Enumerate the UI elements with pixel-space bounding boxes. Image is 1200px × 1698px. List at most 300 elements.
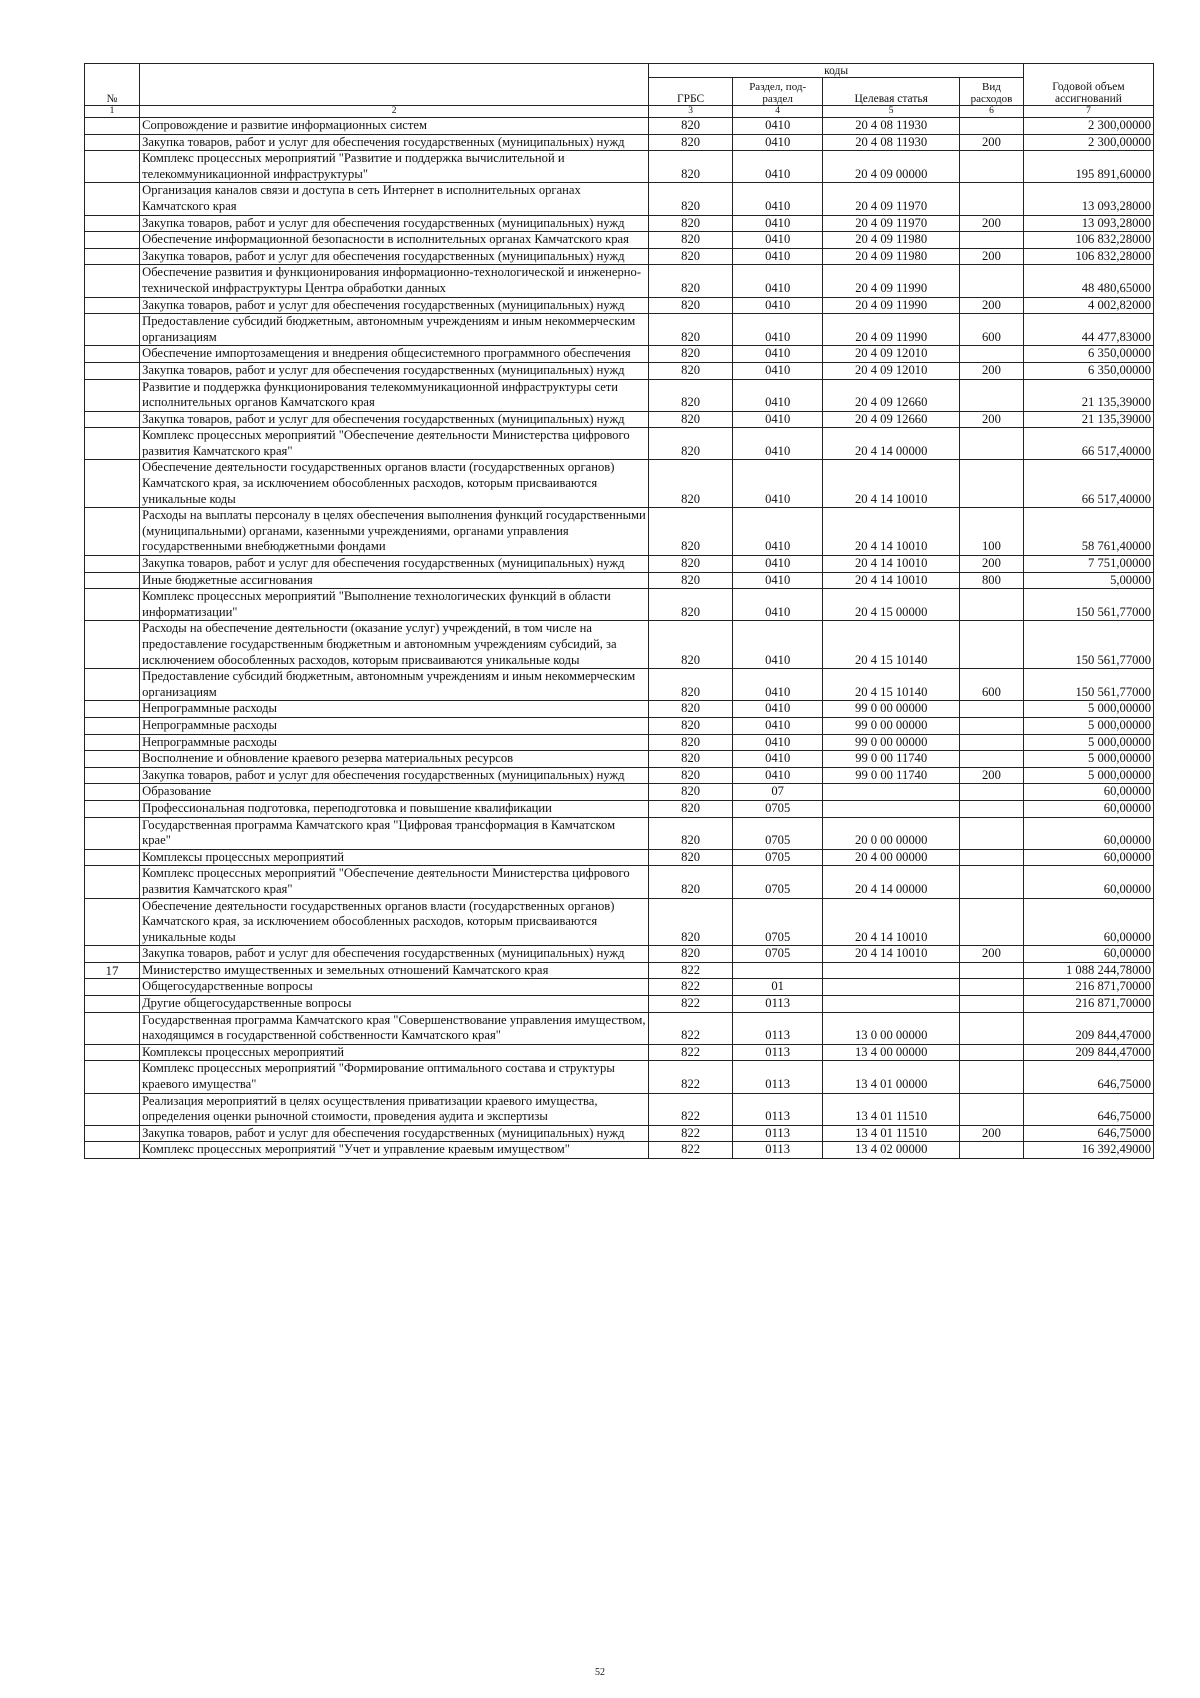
row-kind: 200 bbox=[959, 248, 1023, 265]
row-grbs: 820 bbox=[649, 118, 733, 135]
row-name: Обеспечение развития и функционирования информационно-технологической и инженерно-технической инфраструктуры Центра обработки данных bbox=[140, 265, 649, 297]
row-target: 20 4 14 00000 bbox=[823, 866, 960, 898]
row-number bbox=[85, 314, 140, 346]
row-name: Предоставление субсидий бюджетным, автономным учреждениям и иным некоммерческим организациям bbox=[140, 669, 649, 701]
row-target: 20 4 09 00000 bbox=[823, 151, 960, 183]
row-section: 0705 bbox=[732, 849, 822, 866]
table-row bbox=[85, 817, 1154, 849]
row-name: Сопровождение и развитие информационных систем bbox=[140, 118, 649, 135]
row-target: 13 4 01 11510 bbox=[823, 1125, 960, 1142]
row-grbs: 820 bbox=[649, 784, 733, 801]
row-name: Комплексы процессных мероприятий bbox=[140, 849, 649, 866]
row-amount: 13 093,28000 bbox=[1023, 183, 1153, 215]
row-name: Закупка товаров, работ и услуг для обеспечения государственных (муниципальных) нужд bbox=[140, 248, 649, 265]
row-kind bbox=[959, 979, 1023, 996]
row-target: 13 0 00 00000 bbox=[823, 1012, 960, 1044]
row-kind: 100 bbox=[959, 508, 1023, 556]
row-grbs: 820 bbox=[649, 751, 733, 768]
row-section: 0410 bbox=[732, 134, 822, 151]
row-target: 13 4 02 00000 bbox=[823, 1142, 960, 1159]
row-grbs: 820 bbox=[649, 946, 733, 963]
row-name: Обеспечение импортозамещения и внедрения общесистемного программного обеспечения bbox=[140, 346, 649, 363]
row-target: 20 4 09 12010 bbox=[823, 362, 960, 379]
row-grbs: 820 bbox=[649, 346, 733, 363]
row-grbs: 822 bbox=[649, 962, 733, 979]
row-number bbox=[85, 621, 140, 669]
table-row bbox=[85, 621, 1154, 669]
row-name: Непрограммные расходы bbox=[140, 717, 649, 734]
row-amount: 5 000,00000 bbox=[1023, 701, 1153, 718]
row-grbs: 820 bbox=[649, 701, 733, 718]
row-section: 0113 bbox=[732, 1142, 822, 1159]
row-name: Комплекс процессных мероприятий "Обеспечение деятельности Министерства цифрового развития Камчатского края" bbox=[140, 866, 649, 898]
table-row bbox=[85, 556, 1154, 573]
row-grbs: 820 bbox=[649, 817, 733, 849]
row-grbs: 820 bbox=[649, 621, 733, 669]
row-section: 0410 bbox=[732, 589, 822, 621]
row-section: 0410 bbox=[732, 215, 822, 232]
row-target: 13 4 01 00000 bbox=[823, 1061, 960, 1093]
table-row bbox=[85, 1012, 1154, 1044]
row-kind: 200 bbox=[959, 362, 1023, 379]
row-number bbox=[85, 751, 140, 768]
row-target: 20 4 09 11970 bbox=[823, 215, 960, 232]
row-number bbox=[85, 800, 140, 817]
row-section: 0705 bbox=[732, 800, 822, 817]
row-name: Профессиональная подготовка, переподготовка и повышение квалификации bbox=[140, 800, 649, 817]
header-section: Раздел, под-раздел bbox=[732, 78, 822, 106]
table-row bbox=[85, 946, 1154, 963]
row-number bbox=[85, 248, 140, 265]
row-section: 0113 bbox=[732, 1061, 822, 1093]
row-target: 20 4 09 12010 bbox=[823, 346, 960, 363]
table-row bbox=[85, 1125, 1154, 1142]
row-name: Закупка товаров, работ и услуг для обеспечения государственных (муниципальных) нужд bbox=[140, 1125, 649, 1142]
row-kind bbox=[959, 996, 1023, 1013]
row-target: 20 4 08 11930 bbox=[823, 134, 960, 151]
row-grbs: 820 bbox=[649, 362, 733, 379]
row-grbs: 822 bbox=[649, 1142, 733, 1159]
row-name: Иные бюджетные ассигнования bbox=[140, 572, 649, 589]
column-number: 5 bbox=[823, 106, 960, 118]
row-amount: 60,00000 bbox=[1023, 866, 1153, 898]
row-section: 0410 bbox=[732, 151, 822, 183]
row-amount: 6 350,00000 bbox=[1023, 362, 1153, 379]
row-kind bbox=[959, 589, 1023, 621]
row-grbs: 820 bbox=[649, 589, 733, 621]
row-grbs: 820 bbox=[649, 898, 733, 946]
column-number: 7 bbox=[1023, 106, 1153, 118]
row-section: 0410 bbox=[732, 118, 822, 135]
row-section: 0410 bbox=[732, 314, 822, 346]
table-row bbox=[85, 508, 1154, 556]
table-row bbox=[85, 701, 1154, 718]
row-number bbox=[85, 411, 140, 428]
row-number bbox=[85, 669, 140, 701]
row-kind bbox=[959, 118, 1023, 135]
row-section: 0410 bbox=[732, 265, 822, 297]
table-row bbox=[85, 849, 1154, 866]
row-number bbox=[85, 572, 140, 589]
row-target bbox=[823, 996, 960, 1013]
row-amount: 2 300,00000 bbox=[1023, 118, 1153, 135]
row-number bbox=[85, 183, 140, 215]
row-kind bbox=[959, 751, 1023, 768]
table-row bbox=[85, 232, 1154, 249]
column-number: 3 bbox=[649, 106, 733, 118]
row-section: 0410 bbox=[732, 346, 822, 363]
row-section: 0410 bbox=[732, 669, 822, 701]
row-name: Комплекс процессных мероприятий "Формирование оптимального состава и структуры краевого имущества" bbox=[140, 1061, 649, 1093]
row-grbs: 820 bbox=[649, 866, 733, 898]
table-row bbox=[85, 362, 1154, 379]
row-kind: 200 bbox=[959, 297, 1023, 314]
row-amount: 209 844,47000 bbox=[1023, 1044, 1153, 1061]
header-target: Целевая статья bbox=[823, 78, 960, 106]
row-number bbox=[85, 232, 140, 249]
column-numbers-row bbox=[85, 106, 1154, 118]
row-section: 0410 bbox=[732, 379, 822, 411]
header-num: № bbox=[85, 64, 140, 106]
row-section: 0410 bbox=[732, 572, 822, 589]
row-number bbox=[85, 556, 140, 573]
table-row bbox=[85, 134, 1154, 151]
row-grbs: 820 bbox=[649, 428, 733, 460]
row-amount: 5 000,00000 bbox=[1023, 751, 1153, 768]
row-section bbox=[732, 962, 822, 979]
row-kind bbox=[959, 1044, 1023, 1061]
row-number bbox=[85, 508, 140, 556]
row-amount: 13 093,28000 bbox=[1023, 215, 1153, 232]
row-name: Комплекс процессных мероприятий "Развитие и поддержка вычислительной и телекоммуникационной инфраструктуры" bbox=[140, 151, 649, 183]
row-section: 0410 bbox=[732, 183, 822, 215]
row-name: Закупка товаров, работ и услуг для обеспечения государственных (муниципальных) нужд bbox=[140, 362, 649, 379]
row-amount: 216 871,70000 bbox=[1023, 996, 1153, 1013]
row-amount: 44 477,83000 bbox=[1023, 314, 1153, 346]
row-kind: 200 bbox=[959, 411, 1023, 428]
row-name: Закупка товаров, работ и услуг для обеспечения государственных (муниципальных) нужд bbox=[140, 134, 649, 151]
row-grbs: 820 bbox=[649, 379, 733, 411]
row-grbs: 820 bbox=[649, 297, 733, 314]
row-section: 01 bbox=[732, 979, 822, 996]
row-number bbox=[85, 118, 140, 135]
row-target bbox=[823, 784, 960, 801]
row-section: 0410 bbox=[732, 232, 822, 249]
row-section: 0410 bbox=[732, 556, 822, 573]
row-kind bbox=[959, 898, 1023, 946]
row-kind: 800 bbox=[959, 572, 1023, 589]
row-target: 20 4 14 10010 bbox=[823, 460, 960, 508]
row-amount: 66 517,40000 bbox=[1023, 428, 1153, 460]
row-grbs: 820 bbox=[649, 508, 733, 556]
row-amount: 60,00000 bbox=[1023, 817, 1153, 849]
row-target: 13 4 00 00000 bbox=[823, 1044, 960, 1061]
row-number bbox=[85, 734, 140, 751]
table-row bbox=[85, 734, 1154, 751]
row-kind: 600 bbox=[959, 669, 1023, 701]
table-row bbox=[85, 428, 1154, 460]
row-kind bbox=[959, 800, 1023, 817]
row-name: Закупка товаров, работ и услуг для обеспечения государственных (муниципальных) нужд bbox=[140, 556, 649, 573]
row-grbs: 820 bbox=[649, 556, 733, 573]
row-amount: 66 517,40000 bbox=[1023, 460, 1153, 508]
row-target bbox=[823, 962, 960, 979]
table-row bbox=[85, 996, 1154, 1013]
row-number bbox=[85, 767, 140, 784]
row-kind bbox=[959, 866, 1023, 898]
row-number bbox=[85, 151, 140, 183]
table-row bbox=[85, 800, 1154, 817]
header-name bbox=[140, 64, 649, 106]
row-section: 0113 bbox=[732, 996, 822, 1013]
table-row bbox=[85, 297, 1154, 314]
row-amount: 60,00000 bbox=[1023, 898, 1153, 946]
row-number bbox=[85, 979, 140, 996]
row-number bbox=[85, 1125, 140, 1142]
row-amount: 2 300,00000 bbox=[1023, 134, 1153, 151]
row-kind: 200 bbox=[959, 767, 1023, 784]
row-amount: 106 832,28000 bbox=[1023, 248, 1153, 265]
table-row bbox=[85, 314, 1154, 346]
row-grbs: 820 bbox=[649, 314, 733, 346]
row-grbs: 820 bbox=[649, 669, 733, 701]
budget-sheet bbox=[84, 63, 1154, 1159]
row-amount: 5 000,00000 bbox=[1023, 717, 1153, 734]
row-target: 20 4 14 10010 bbox=[823, 508, 960, 556]
row-number bbox=[85, 1061, 140, 1093]
row-section: 07 bbox=[732, 784, 822, 801]
row-amount: 60,00000 bbox=[1023, 800, 1153, 817]
row-name: Комплекс процессных мероприятий "Учет и управление краевым имуществом" bbox=[140, 1142, 649, 1159]
row-target: 20 4 00 00000 bbox=[823, 849, 960, 866]
row-number bbox=[85, 134, 140, 151]
row-amount: 646,75000 bbox=[1023, 1093, 1153, 1125]
row-number bbox=[85, 297, 140, 314]
row-kind bbox=[959, 151, 1023, 183]
row-kind bbox=[959, 962, 1023, 979]
row-target: 20 4 09 12660 bbox=[823, 379, 960, 411]
row-target: 20 4 14 10010 bbox=[823, 556, 960, 573]
row-section: 0410 bbox=[732, 751, 822, 768]
row-number bbox=[85, 817, 140, 849]
header-grbs: ГРБС bbox=[649, 78, 733, 106]
column-number: 1 bbox=[85, 106, 140, 118]
table-row bbox=[85, 411, 1154, 428]
row-amount: 5 000,00000 bbox=[1023, 767, 1153, 784]
row-amount: 58 761,40000 bbox=[1023, 508, 1153, 556]
row-section: 0410 bbox=[732, 701, 822, 718]
row-kind bbox=[959, 817, 1023, 849]
row-kind bbox=[959, 183, 1023, 215]
row-name: Закупка товаров, работ и услуг для обеспечения государственных (муниципальных) нужд bbox=[140, 767, 649, 784]
row-grbs: 820 bbox=[649, 734, 733, 751]
table-row bbox=[85, 460, 1154, 508]
row-section: 0113 bbox=[732, 1012, 822, 1044]
row-grbs: 820 bbox=[649, 215, 733, 232]
row-amount: 21 135,39000 bbox=[1023, 411, 1153, 428]
row-amount: 216 871,70000 bbox=[1023, 979, 1153, 996]
row-amount: 1 088 244,78000 bbox=[1023, 962, 1153, 979]
row-target: 20 4 14 00000 bbox=[823, 428, 960, 460]
table-row bbox=[85, 151, 1154, 183]
table-row bbox=[85, 248, 1154, 265]
row-grbs: 822 bbox=[649, 1044, 733, 1061]
row-kind bbox=[959, 701, 1023, 718]
row-target: 20 4 14 10010 bbox=[823, 898, 960, 946]
row-name: Обеспечение информационной безопасности в исполнительных органах Камчатского края bbox=[140, 232, 649, 249]
row-target: 20 4 15 10140 bbox=[823, 669, 960, 701]
row-name: Обеспечение деятельности государственных органов власти (государственных органов) Камчатского края, за исключением обособленных расходов, которым присваиваются уникальные коды bbox=[140, 460, 649, 508]
row-target: 20 4 09 11990 bbox=[823, 297, 960, 314]
row-amount: 7 751,00000 bbox=[1023, 556, 1153, 573]
table-row bbox=[85, 183, 1154, 215]
table-row bbox=[85, 572, 1154, 589]
row-target: 13 4 01 11510 bbox=[823, 1093, 960, 1125]
row-section: 0410 bbox=[732, 248, 822, 265]
row-section: 0113 bbox=[732, 1125, 822, 1142]
row-name: Предоставление субсидий бюджетным, автономным учреждениям и иным некоммерческим организациям bbox=[140, 314, 649, 346]
row-name: Развитие и поддержка функционирования телекоммуникационной инфраструктуры сети исполнительных органов Камчатского края bbox=[140, 379, 649, 411]
row-kind: 200 bbox=[959, 215, 1023, 232]
table-row bbox=[85, 767, 1154, 784]
row-amount: 106 832,28000 bbox=[1023, 232, 1153, 249]
row-grbs: 822 bbox=[649, 979, 733, 996]
row-name: Общегосударственные вопросы bbox=[140, 979, 649, 996]
row-number bbox=[85, 215, 140, 232]
table-row bbox=[85, 1093, 1154, 1125]
column-number: 4 bbox=[732, 106, 822, 118]
budget-table bbox=[84, 63, 1154, 1159]
row-section: 0410 bbox=[732, 297, 822, 314]
row-target: 20 4 14 10010 bbox=[823, 572, 960, 589]
row-number bbox=[85, 362, 140, 379]
row-number bbox=[85, 996, 140, 1013]
row-grbs: 820 bbox=[649, 151, 733, 183]
table-row bbox=[85, 215, 1154, 232]
row-amount: 60,00000 bbox=[1023, 784, 1153, 801]
row-name: Комплекс процессных мероприятий "Выполнение технологических функций в области информатизации" bbox=[140, 589, 649, 621]
row-number bbox=[85, 428, 140, 460]
row-amount: 5 000,00000 bbox=[1023, 734, 1153, 751]
table-row bbox=[85, 1142, 1154, 1159]
row-name: Министерство имущественных и земельных отношений Камчатского края bbox=[140, 962, 649, 979]
row-name: Расходы на выплаты персоналу в целях обеспечения выполнения функций государственными (муниципальными) органами, казенными учреждениями, органами управления государственными внебюджетными фондами bbox=[140, 508, 649, 556]
row-target bbox=[823, 979, 960, 996]
row-kind bbox=[959, 717, 1023, 734]
row-amount: 195 891,60000 bbox=[1023, 151, 1153, 183]
row-amount: 48 480,65000 bbox=[1023, 265, 1153, 297]
row-amount: 5,00000 bbox=[1023, 572, 1153, 589]
row-kind bbox=[959, 1061, 1023, 1093]
row-target: 20 0 00 00000 bbox=[823, 817, 960, 849]
row-section: 0410 bbox=[732, 411, 822, 428]
row-number bbox=[85, 1044, 140, 1061]
row-grbs: 822 bbox=[649, 1125, 733, 1142]
row-number: 17 bbox=[85, 962, 140, 979]
row-name: Государственная программа Камчатского края "Цифровая трансформация в Камчатском крае" bbox=[140, 817, 649, 849]
row-amount: 16 392,49000 bbox=[1023, 1142, 1153, 1159]
row-grbs: 820 bbox=[649, 183, 733, 215]
row-number bbox=[85, 717, 140, 734]
row-name: Реализация мероприятий в целях осуществления приватизации краевого имущества, определения оценки рыночной стоимости, проведения аудита и экспертизы bbox=[140, 1093, 649, 1125]
table-row bbox=[85, 669, 1154, 701]
row-grbs: 820 bbox=[649, 411, 733, 428]
row-section: 0113 bbox=[732, 1093, 822, 1125]
row-section: 0410 bbox=[732, 734, 822, 751]
table-row bbox=[85, 346, 1154, 363]
row-name: Государственная программа Камчатского края "Совершенствование управления имуществом, находящимся в государственной собственности Камчатского края" bbox=[140, 1012, 649, 1044]
row-amount: 6 350,00000 bbox=[1023, 346, 1153, 363]
row-grbs: 820 bbox=[649, 767, 733, 784]
row-name: Закупка товаров, работ и услуг для обеспечения государственных (муниципальных) нужд bbox=[140, 946, 649, 963]
row-kind bbox=[959, 232, 1023, 249]
table-row bbox=[85, 589, 1154, 621]
header-kind: Вид расходов bbox=[959, 78, 1023, 106]
row-amount: 150 561,77000 bbox=[1023, 669, 1153, 701]
row-kind bbox=[959, 734, 1023, 751]
row-kind bbox=[959, 460, 1023, 508]
page-number: 52 bbox=[595, 1667, 605, 1678]
row-kind: 200 bbox=[959, 1125, 1023, 1142]
row-number bbox=[85, 898, 140, 946]
row-amount: 150 561,77000 bbox=[1023, 621, 1153, 669]
row-amount: 646,75000 bbox=[1023, 1061, 1153, 1093]
table-row bbox=[85, 1061, 1154, 1093]
table-row bbox=[85, 751, 1154, 768]
row-target: 20 4 09 12660 bbox=[823, 411, 960, 428]
table-row bbox=[85, 379, 1154, 411]
row-number bbox=[85, 701, 140, 718]
row-kind bbox=[959, 849, 1023, 866]
row-kind bbox=[959, 1093, 1023, 1125]
row-target: 99 0 00 00000 bbox=[823, 701, 960, 718]
row-target: 20 4 09 11970 bbox=[823, 183, 960, 215]
row-amount: 150 561,77000 bbox=[1023, 589, 1153, 621]
row-section: 0410 bbox=[732, 767, 822, 784]
row-amount: 4 002,82000 bbox=[1023, 297, 1153, 314]
row-section: 0410 bbox=[732, 362, 822, 379]
row-name: Закупка товаров, работ и услуг для обеспечения государственных (муниципальных) нужд bbox=[140, 411, 649, 428]
row-section: 0410 bbox=[732, 621, 822, 669]
row-target: 20 4 08 11930 bbox=[823, 118, 960, 135]
column-number: 6 bbox=[959, 106, 1023, 118]
row-kind bbox=[959, 784, 1023, 801]
row-target: 20 4 09 11980 bbox=[823, 248, 960, 265]
row-target: 20 4 15 10140 bbox=[823, 621, 960, 669]
header-volume: Годовой объем ассигнований bbox=[1023, 64, 1153, 106]
row-grbs: 822 bbox=[649, 1012, 733, 1044]
row-name: Закупка товаров, работ и услуг для обеспечения государственных (муниципальных) нужд bbox=[140, 215, 649, 232]
row-target: 99 0 00 11740 bbox=[823, 767, 960, 784]
table-row bbox=[85, 717, 1154, 734]
row-amount: 209 844,47000 bbox=[1023, 1012, 1153, 1044]
row-number bbox=[85, 379, 140, 411]
row-target: 99 0 00 00000 bbox=[823, 717, 960, 734]
table-row bbox=[85, 979, 1154, 996]
row-name: Организация каналов связи и доступа в сеть Интернет в исполнительных органах Камчатского края bbox=[140, 183, 649, 215]
budget-rows bbox=[85, 118, 1154, 1159]
header-codes: коды bbox=[649, 64, 1024, 78]
row-amount: 21 135,39000 bbox=[1023, 379, 1153, 411]
row-amount: 60,00000 bbox=[1023, 946, 1153, 963]
table-row bbox=[85, 265, 1154, 297]
row-grbs: 822 bbox=[649, 1093, 733, 1125]
row-grbs: 822 bbox=[649, 1061, 733, 1093]
row-name: Расходы на обеспечение деятельности (оказание услуг) учреждений, в том числе на предоставление государственным бюджетным и автономным учреждениям субсидий, за исключением обособленных расходов, которым присваиваются уникальные коды bbox=[140, 621, 649, 669]
row-section: 0705 bbox=[732, 817, 822, 849]
row-section: 0410 bbox=[732, 460, 822, 508]
row-number bbox=[85, 589, 140, 621]
